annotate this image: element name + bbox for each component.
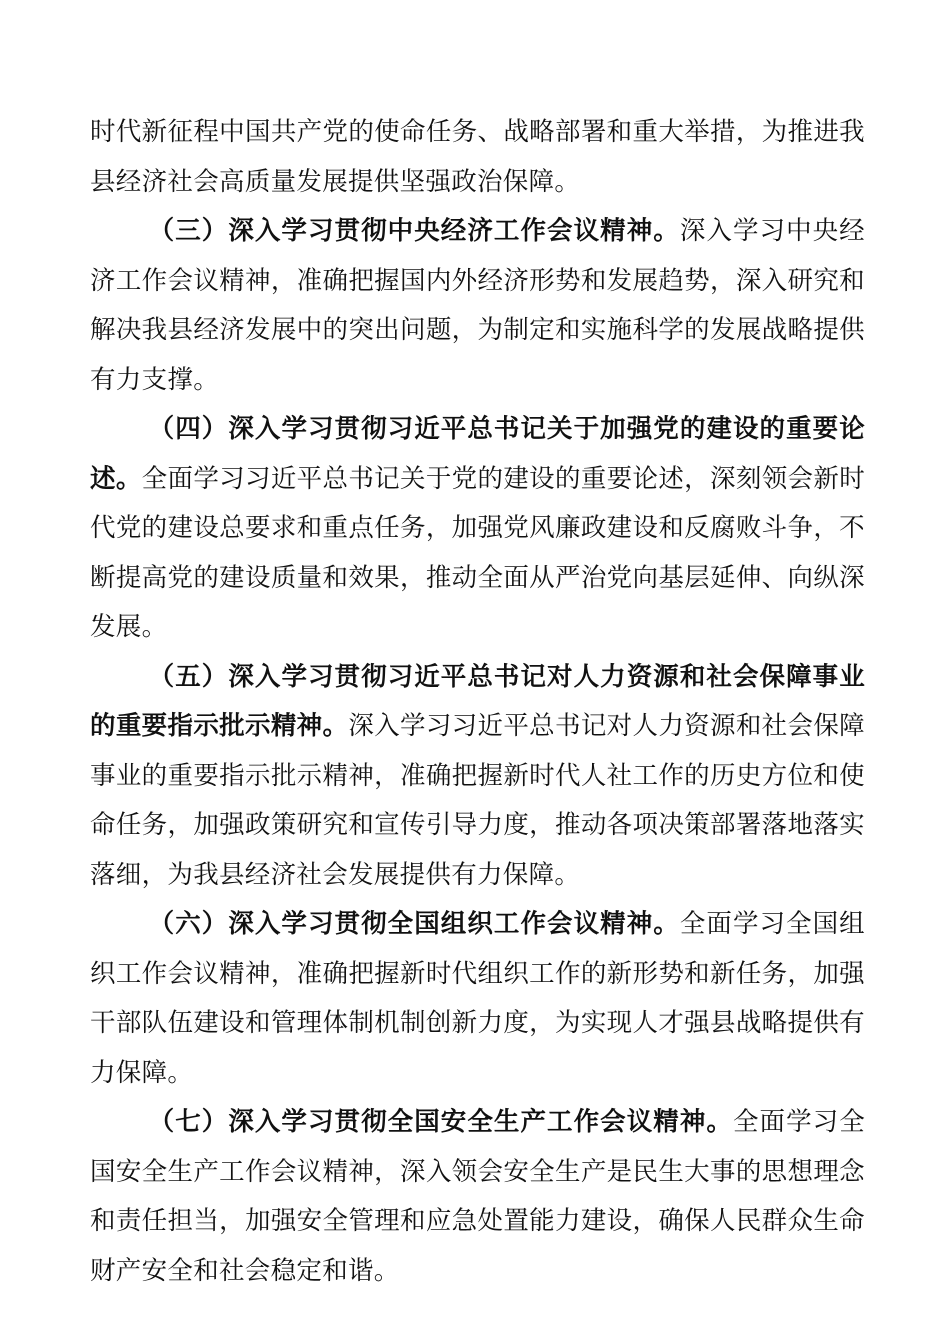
paragraph-section-3	[90, 207, 865, 405]
paragraph-section-5	[90, 653, 865, 901]
paragraph-body: 全面学习全国安全生产工作会议精神，深入领会安全生产是民生大事的思想理念和责任担当，加强安全管理和应急处置能力建设，确保人民群众生命财产安全和社会稳定和谐。	[90, 1107, 865, 1286]
paragraph-section-6	[90, 900, 865, 1098]
section-heading: （五）深入学习贯彻习近平总书记对人力资源和社会保障事业的重要指示批示精神。	[90, 661, 865, 741]
paragraph-body: 深入学习中央经济工作会议精神，准确把握国内外经济形势和发展趋势，深入研究和解决我县经济发展中的突出问题，为制定和实施科学的发展战略提供有力支撑。	[90, 216, 865, 395]
paragraph-section-7	[90, 1098, 865, 1296]
section-heading: （四）深入学习贯彻习近平总书记关于加强党的建设的重要论述。	[90, 414, 865, 494]
section-heading: （六）深入学习贯彻全国组织工作会议精神。	[148, 909, 680, 939]
paragraph-body: 时代新征程中国共产党的使命任务、战略部署和重大举措，为推进我县经济社会高质量发展提供坚强政治保障。	[90, 117, 865, 197]
paragraph-body: 全面学习习近平总书记关于党的建设的重要论述，深刻领会新时代党的建设总要求和重点任务，加强党风廉政建设和反腐败斗争，不断提高党的建设质量和效果，推动全面从严治党向基层延伸、向纵深发展。	[90, 463, 865, 642]
document-page	[90, 108, 865, 1296]
paragraph-body: 全面学习全国组织工作会议精神，准确把握新时代组织工作的新形势和新任务，加强干部队伍建设和管理体制机制创新力度，为实现人才强县战略提供有力保障。	[90, 909, 865, 1088]
paragraph-section-4	[90, 405, 865, 653]
paragraph-continued	[90, 108, 865, 207]
paragraph-body: 深入学习习近平总书记对人力资源和社会保障事业的重要指示批示精神，准确把握新时代人社工作的历史方位和使命任务，加强政策研究和宣传引导力度，推动各项决策部署落地落实落细，为我县经济社会发展提供有力保障。	[90, 711, 865, 890]
section-heading: （三）深入学习贯彻中央经济工作会议精神。	[148, 216, 680, 246]
section-heading: （七）深入学习贯彻全国安全生产工作会议精神。	[148, 1107, 733, 1137]
